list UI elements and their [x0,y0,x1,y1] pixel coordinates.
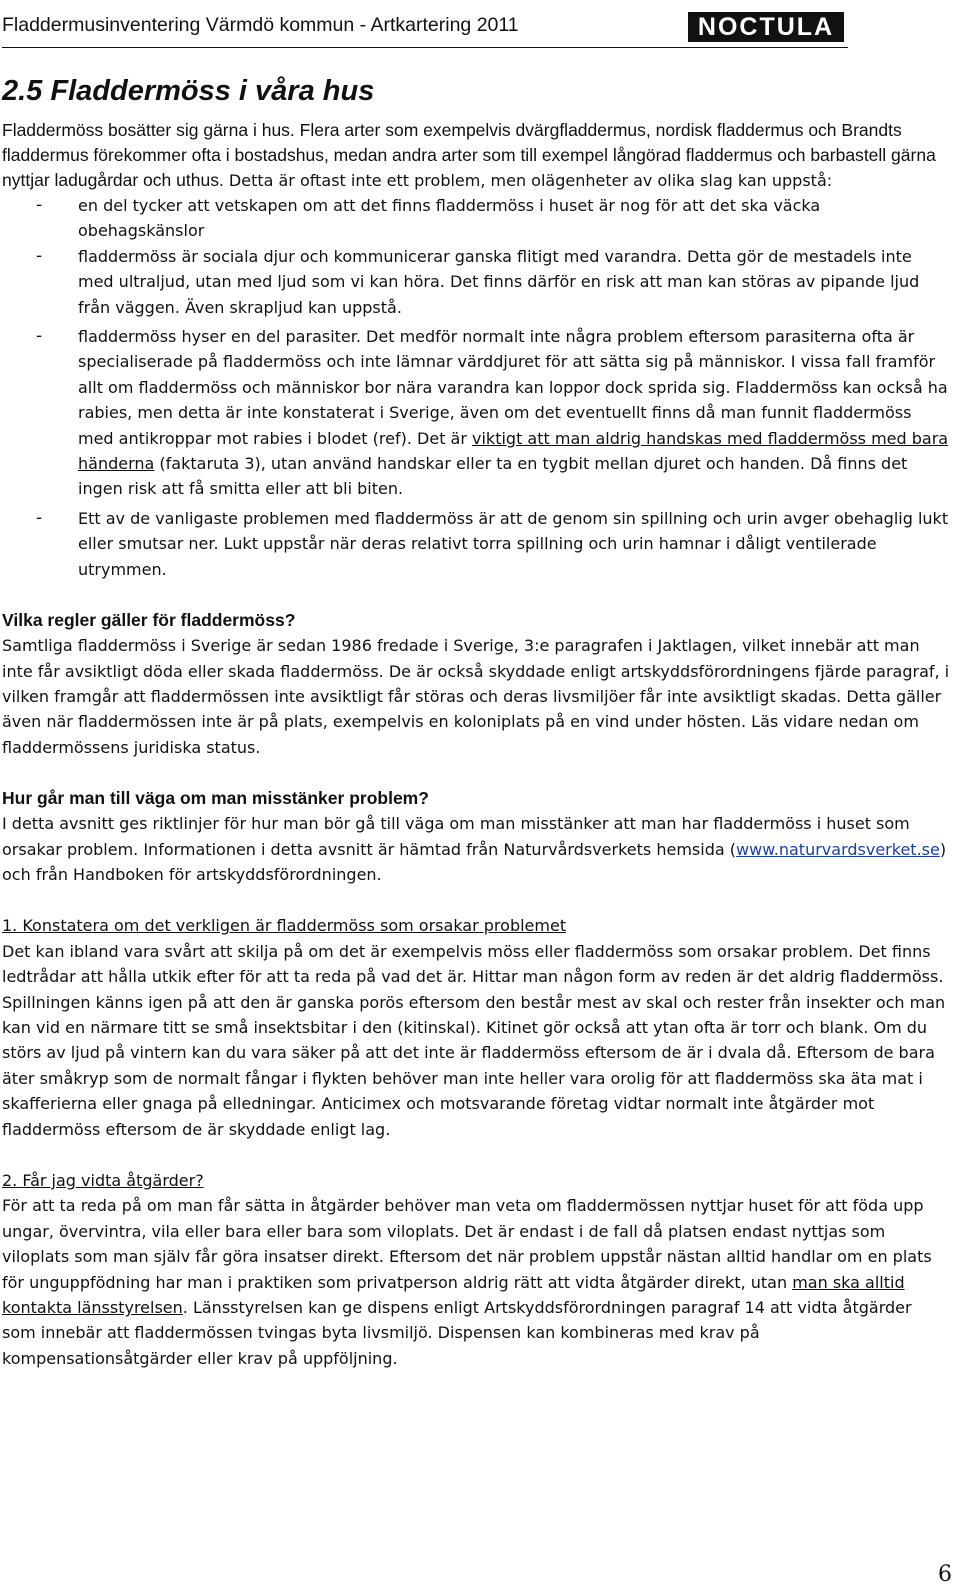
step1-paragraph: Det kan ibland vara svårt att skilja på om det är exempelvis möss eller fladdermöss som orsakar problem. Det finns ledtrådar att hålla utkik efter för att ta reda på vad det är. Hittar man någon form av reden är det aldrig fladdermöss. Spillningen känns igen på att den är ganska porös eftersom den består mest av skal och rester från insekter och man kan vid en närmare titt se små insektsbitar i den (kitinskal). Kitinet gör också att ytan ofta är torr och blank. Om du störs av ljud på vintern kan du vara säker på att det inte är fladdermöss eftersom de är i dvala då. Eftersom de bara äter småkryp som de normalt fångar i flykten behöver man inte heller vara orolig för att fladdermöss ska äta mat i skafferierna eller gnaga på elledningar. Anticimex och motsvarande företag vidtar normalt inte åtgärder mot fladdermöss eftersom de är skyddade enligt lag. [2,941,946,1139]
list-dash: - [36,195,43,215]
rules-heading: Vilka regler gäller för fladdermöss? [2,610,296,631]
step2-text-b: . Länsstyrelsen kan ge dispens enligt Artskyddsförordningen paragraf 14 att vidta åtgärder som innebär att fladdermössen tvingas byta livsmiljö. Dispensen kan kombineras med krav på kompensationsåtgärder eller krav på uppföljning. [2,1298,912,1368]
step2-paragraph [2,1193,950,1371]
handling-warning: viktigt att man aldrig handskas med fladdermöss med bara händerna [78,428,949,474]
step2-text-a: För att ta reda på om man får sätta in åtgärder behöver man veta om fladdermössen nyttjar huset för att föda upp ungar, övervintra, vila eller bara eller bara som viloplats. Det är endast i de fall då platsen endast nyttjas som viloplats som man själv får göra insatser direkt. Eftersom det när problem uppstår nästan alltid handlar om en plats för unguppfödning har man i praktiken som privatperson aldrig rätt att vidta åtgärder direkt, utan [2,1196,932,1292]
header-title: Fladdermusinventering Värmdö kommun - Artkartering 2011 [2,14,519,36]
section-title: 2.5 Fladdermöss i våra hus [2,75,375,107]
list-item [2,244,950,320]
list-dash: - [36,326,43,347]
list-item [2,324,950,502]
step1-heading: 1. Konstatera om det verkligen är fladdermöss som orsakar problemet [2,916,567,936]
main-content [2,72,950,1371]
problem-heading: Hur går man till väga om man misstänker problem? [2,788,429,809]
problem-paragraph [2,811,950,887]
naturvardsverket-link[interactable]: www.naturvardsverket.se [735,839,940,859]
intro-paragraph [2,118,950,193]
noctula-logo: NOCTULA [688,12,844,42]
list-item-text: fladdermöss är sociala djur och kommunicerar ganska flitigt med varandra. Detta gör de mestadels inte med ultraljud, utan med ljud som vi kan höra. Det finns därför en risk att man kan störas av pipande ljud från väggen. Även skrapljud kan uppstå. [78,246,920,317]
intro-text-b: Detta är oftast inte ett problem, men olägenheter av olika slag kan uppstå: [223,171,833,190]
list-dash: - [36,507,43,528]
contact-county-board: man ska alltid kontakta länsstyrelsen [2,1272,905,1318]
page-header [2,12,952,46]
intro-text-a: Fladdermöss bosätter sig gärna i hus. Flera arter som exempelvis dvärgfladdermus, nordisk fladdermus och Brandts fladdermus förekommer ofta i bostadshus, medan andra arter som till exempel långörad fladdermus och barbastell gärna nyttjar ladugårdar och uthus. [2,120,936,190]
list-item-text: Ett av de vanligaste problemen med fladdermöss är att de genom sin spillning och urin avger obehaglig lukt eller smutsar ner. Lukt uppstår när deras relativt torra spillning och urin hamnar i dåligt ventilerade utrymmen. [78,508,949,579]
spacer [2,1142,950,1168]
list-item [2,193,950,244]
spacer [2,582,950,608]
header-divider [2,47,848,48]
spacer [2,887,950,913]
list-dash: - [36,245,43,266]
spacer [2,760,950,786]
problem-list [2,193,950,582]
page-number: 6 [938,1562,952,1587]
step2-heading: 2. Får jag vidta åtgärder? [2,1171,204,1190]
problem-text-b: ) och från Handboken för artskyddsförordningen. [2,839,947,884]
rules-paragraph: Samtliga fladdermöss i Sverige är sedan 1986 fredade i Sverige, 3:e paragrafen i Jaktlagen, vilket innebär att man inte får avsiktligt döda eller skada fladdermöss. De är också skyddade enligt artskyddsförordningens fjärde paragraf, i vilken framgår att fladdermössen inte avsiktligt får störas och deras livsmiljöer får inte avsiktligt skadas. Detta gäller även när fladdermössen inte är på plats, exempelvis en koloniplats på en vind under hösten. Läs vidare nedan om fladdermössens juridiska status. [2,636,950,757]
list-item [2,506,950,582]
list-item-text: fladdermöss hyser en del parasiter. Det medför normalt inte några problem eftersom parasiterna ofta är specialiserade på fladdermöss och inte lämnar värddjuret för att sätta sig på människor. I vissa fall framför allt om fladdermöss och människor bor nära varandra kan loppor dock sprida sig. Fladdermöss kan också ha rabies, men detta är inte konstaterat i Sverige, även om det eventuellt finns då man funnit fladdermöss med antikroppar mot rabies i blodet (ref). Det är [78,327,948,448]
list-item-text: (faktaruta 3), utan använd handskar eller ta en tygbit mellan djuret och handen. Då finns det ingen risk att få smitta eller att bli biten. [78,454,908,499]
problem-text-a: I detta avsnitt ges riktlinjer för hur man bör gå till väga om man misstänker att man har fladdermöss i huset som orsakar problem. Informationen i detta avsnitt är hämtad från Naturvårdsverkets hemsida ( [2,814,910,859]
list-item-text: en del tycker att vetskapen om att det finns fladdermöss i huset är nog för att det ska väcka obehagskänslor [78,196,821,241]
